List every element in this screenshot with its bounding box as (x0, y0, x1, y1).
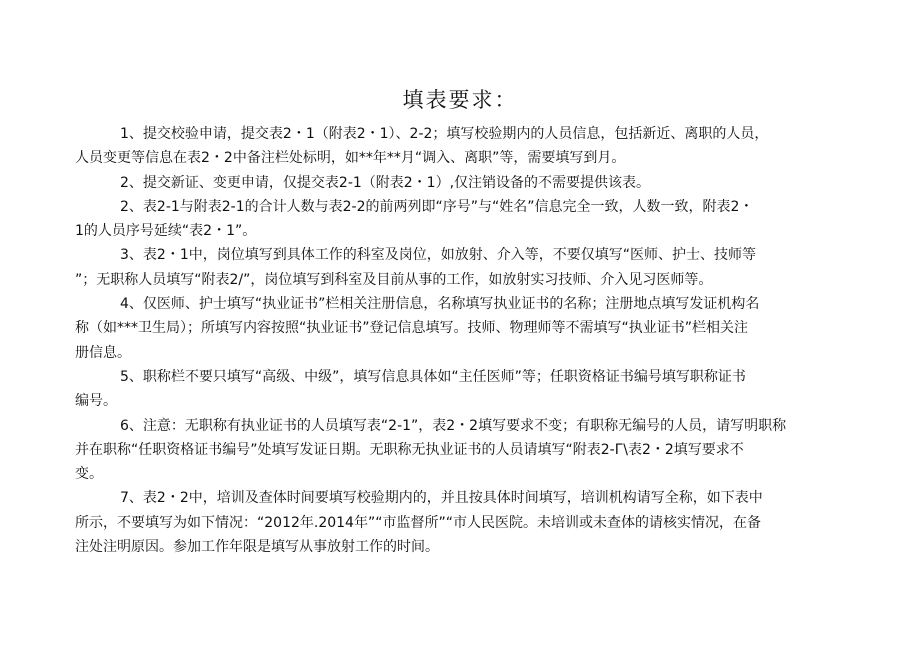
paragraph-line: 并在职称“任职资格证书编号”处填写发证日期。无职称无执业证书的人员请填写“附表2-Г\表2・2填写要求不 (75, 441, 744, 458)
paragraph-line: 7、表2・2中，培训及查体时间要填写校验期内的，并且按具体时间填写，培训机构请写全称，如下表中 (120, 490, 763, 507)
paragraph-line: 册信息。 (75, 344, 131, 361)
paragraph-line: 5、职称栏不要只填写“高级、中级”，填写信息具体如“主任医师”等；任职资格证书编号填写职称证书 (120, 368, 746, 385)
paragraph-line: 注处注明原因。参加工作年限是填写从事放射工作的时间。 (75, 539, 439, 556)
instruction-paragraph-4 (0, 243, 920, 292)
paragraph-line: 1、提交校验申请，提交表2・1（附表2・1）、2-2；填写校验期内的人员信息，包括新近、离职的人员， (120, 126, 769, 142)
paragraph-line: 称（如***卫生局）；所填写内容按照“执业证书”登记信息填写。技师、物理师等不需填写“执业证书”栏相关注 (75, 320, 749, 337)
paragraph-line: 4、仅医师、护士填写“执业证书”栏相关注册信息，名称填写执业证书的名称；注册地点填写发证机构名 (120, 296, 760, 313)
paragraph-line: 3、表2・1中，岗位填写到具体工作的科室及岗位，如放射、介入等，不要仅填写“医师、护士、技师等 (120, 247, 756, 264)
paragraph-line: 6、注意：无职称有执业证书的人员填写表“2-1”，表2・2填写要求不变；有职称无编号的人员，请写明职称 (120, 417, 787, 434)
paragraph-line: ”；无职称人员填写“附表2/”，岗位填写到科室及目前从事的工作，如放射实习技师、介入见习医师等。 (75, 271, 713, 288)
instruction-paragraph-2 (0, 171, 920, 195)
instruction-paragraph-6 (0, 365, 920, 414)
instruction-paragraph-7 (0, 414, 920, 487)
paragraph-line: 1的人员序号延续“表2・1”。 (75, 223, 257, 240)
paragraph-line: 人员变更等信息在表2・2中备注栏处标明，如**年**月“调入、离职”等，需要填写到月。 (75, 150, 626, 167)
instruction-paragraph-1 (0, 122, 920, 171)
instruction-paragraph-3 (0, 195, 920, 244)
paragraph-line: 2、表2-1与附表2-1的合计人数与表2-2的前两列即“序号”与“姓名”信息完全一致，人数一致，附表2・ (120, 198, 754, 215)
paragraph-line: 变。 (75, 466, 103, 483)
instructions-body (0, 122, 920, 559)
instruction-paragraph-5 (0, 292, 920, 365)
paragraph-line: 2、提交新证、变更申请，仅提交表2-1（附表2・1）,仅注销设备的不需要提供该表。 (120, 174, 651, 191)
page-title: 填表要求： (402, 88, 518, 112)
instruction-paragraph-8 (0, 486, 920, 559)
paragraph-line: 编号。 (75, 393, 117, 410)
paragraph-line: 所示，不要填写为如下情况：“2012年.2014年”“市监督所”“市人民医院。未培训或未查体的请核实情况，在备 (75, 514, 761, 531)
